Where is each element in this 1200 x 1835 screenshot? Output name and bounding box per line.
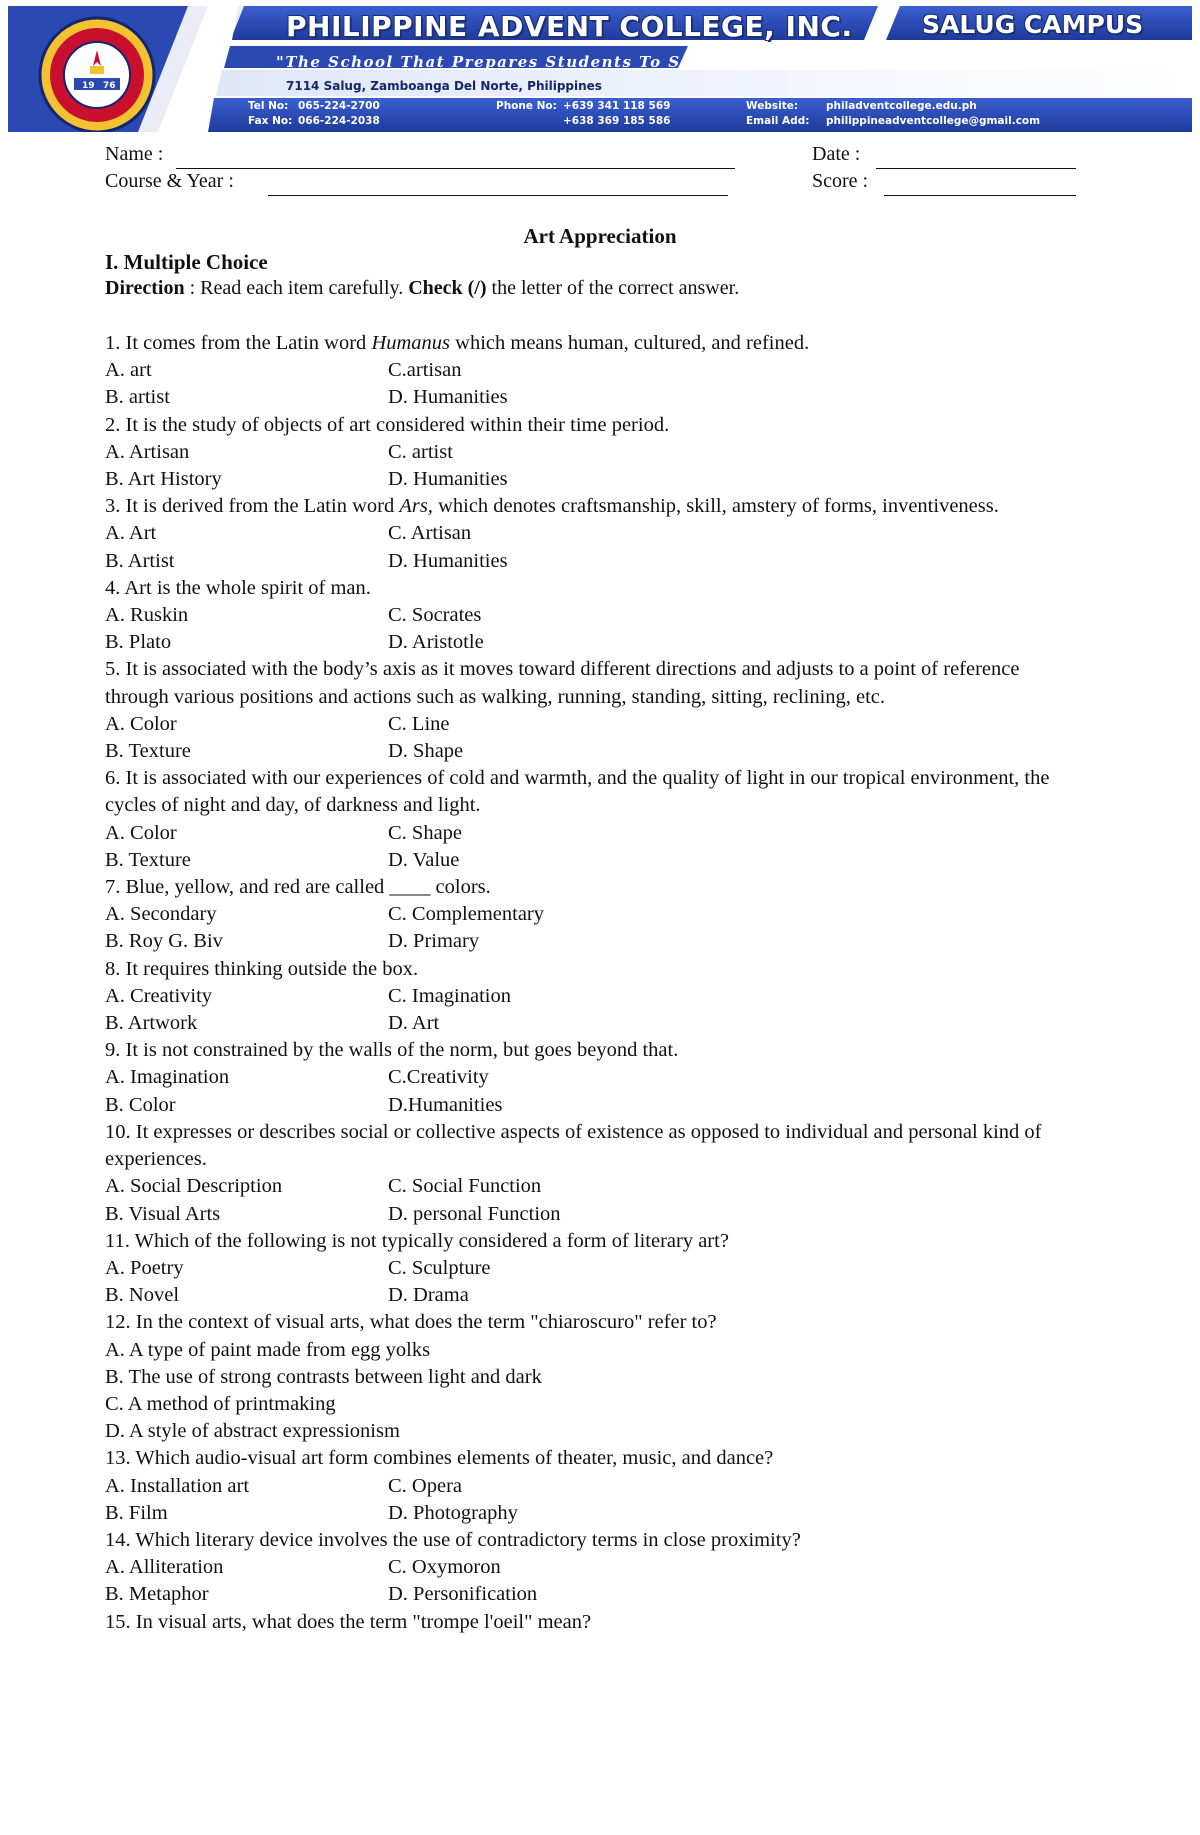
question-7 (105, 874, 1075, 956)
question-10 (105, 1119, 1075, 1228)
direction-text-2: the letter of the correct answer. (486, 277, 740, 299)
fax-value: 066-224-2038 (298, 115, 380, 127)
option[interactable]: B. Art History (105, 468, 222, 491)
option[interactable]: D. Humanities (388, 386, 508, 409)
option[interactable]: B. Texture (105, 848, 191, 871)
direction-bold: Check (/) (408, 277, 487, 299)
document-title: Art Appreciation (523, 224, 677, 248)
option[interactable]: A. Ruskin (105, 604, 189, 627)
direction-label: Direction (105, 277, 185, 299)
tel-label: Tel No: (248, 100, 289, 112)
course-year-label: Course & Year : (105, 170, 234, 192)
option[interactable]: B. Film (105, 1501, 168, 1524)
option[interactable]: D. Photography (388, 1501, 518, 1524)
website-label: Website: (746, 100, 799, 112)
option[interactable]: B. Visual Arts (105, 1202, 221, 1225)
option[interactable]: A. A type of paint made from egg yolks (105, 1338, 431, 1361)
option[interactable]: C. Sculpture (388, 1256, 491, 1279)
direction-text (105, 277, 739, 300)
tel-value: 065-224-2700 (298, 100, 380, 112)
question-text: 7. Blue, yellow, and red are called ____ colors. (105, 876, 491, 899)
logo-year-left: 19 (82, 81, 95, 91)
option[interactable]: A. Alliteration (105, 1556, 224, 1579)
question-2 (105, 412, 1075, 494)
direction-text-1: : Read each item carefully. (184, 277, 409, 299)
phone-label: Phone No: (496, 100, 557, 112)
date-label: Date : (812, 143, 861, 165)
option[interactable]: D. personal Function (388, 1202, 561, 1225)
question-8 (105, 956, 1075, 1038)
option[interactable]: A. Color (105, 712, 177, 735)
option[interactable]: D.Humanities (388, 1093, 503, 1116)
question-12 (105, 1309, 1075, 1445)
question-text (105, 330, 1075, 357)
question-text-italic: Humanus (371, 332, 451, 354)
section-heading: I. Multiple Choice (105, 250, 268, 274)
option[interactable]: A. art (105, 359, 152, 382)
question-text: 9. It is not constrained by the walls of the norm, but goes beyond that. (105, 1039, 679, 1062)
option[interactable]: B. Artwork (105, 1012, 198, 1035)
option[interactable]: C.Creativity (388, 1066, 489, 1089)
email-label: Email Add: (746, 115, 810, 127)
question-text-part: which denotes craftsmanship, skill, amstery of forms, inventiveness. (432, 495, 999, 518)
phone-value-2: +638 369 185 586 (563, 115, 671, 127)
question-14 (105, 1527, 1075, 1609)
option[interactable]: B. Artist (105, 549, 175, 572)
question-6 (105, 765, 1075, 874)
option[interactable]: B. Plato (105, 631, 172, 654)
option[interactable]: D. Drama (388, 1284, 469, 1307)
option[interactable]: D. Art (388, 1012, 440, 1035)
name-label: Name : (105, 143, 164, 165)
question-text: 2. It is the study of objects of art considered within their time period. (105, 413, 670, 436)
option[interactable]: B. Texture (105, 740, 191, 763)
option[interactable]: B. Roy G. Biv (105, 930, 223, 953)
option[interactable]: B. Color (105, 1093, 176, 1116)
question-text: 15. In visual arts, what does the term "trompe l'oeil" mean? (105, 1610, 592, 1633)
option[interactable]: B. The use of strong contrasts between light and dark (105, 1365, 542, 1388)
question-13 (105, 1445, 1075, 1527)
option[interactable]: C. Shape (388, 821, 463, 844)
college-motto: "The School That Prepares Students To Serve" (276, 53, 732, 71)
option[interactable]: A. Color (105, 821, 177, 844)
option[interactable]: D. Shape (388, 740, 464, 763)
option[interactable]: C. Artisan (388, 522, 472, 545)
fax-label: Fax No: (248, 115, 293, 127)
college-seal-logo (38, 16, 156, 132)
college-name: PHILIPPINE ADVENT COLLEGE, INC. (286, 10, 853, 43)
option[interactable]: B. Metaphor (105, 1583, 209, 1606)
campus-name: SALUG CAMPUS (922, 10, 1144, 39)
question-3 (105, 493, 1075, 575)
option[interactable]: A. Social Description (105, 1175, 283, 1198)
option[interactable]: B. artist (105, 386, 170, 409)
option[interactable]: A. Artisan (105, 440, 190, 463)
option[interactable]: C. Imagination (388, 984, 511, 1007)
question-11 (105, 1228, 1075, 1310)
question-list (105, 330, 1075, 1636)
option[interactable]: C. Line (388, 712, 450, 735)
option[interactable]: A. Secondary (105, 903, 217, 926)
logo-year-right: 76 (103, 81, 116, 91)
website-value: philadventcollege.edu.ph (826, 100, 977, 112)
question-text: 5. It is associated with the body’s axis as it moves toward different directions and adjusts to a point of reference through various positions and actions such as walking, running, standing, sitting, reclining, etc. (105, 658, 1020, 708)
question-text-italic: Ars, (399, 495, 433, 518)
option[interactable]: D. Value (388, 848, 460, 871)
name-field[interactable] (176, 168, 735, 169)
option[interactable]: D. Humanities (388, 468, 508, 491)
college-address: 7114 Salug, Zamboanga Del Norte, Philippines (286, 79, 602, 93)
option[interactable]: C. Complementary (388, 903, 545, 926)
option[interactable]: D. Aristotle (388, 631, 484, 654)
question-text-part: 3. It is derived from the Latin word (105, 495, 400, 518)
question-1 (105, 330, 1075, 412)
email-value: philippineadventcollege@gmail.com (826, 115, 1041, 127)
score-label: Score : (812, 170, 869, 192)
phone-value-1: +639 341 118 569 (563, 100, 671, 112)
option[interactable]: C. artist (388, 440, 453, 463)
question-text: 6. It is associated with our experiences of cold and warmth, and the quality of light in our tropical environment, the cycles of night and day, of darkness and light. (105, 767, 1050, 817)
question-5 (105, 656, 1075, 765)
letterhead-banner (8, 6, 1192, 132)
question-text: 11. Which of the following is not typically considered a form of literary art? (105, 1229, 729, 1252)
option[interactable]: A. Installation art (105, 1474, 250, 1497)
question-4 (105, 575, 1075, 657)
option[interactable]: A. Art (105, 522, 157, 545)
option[interactable]: A. Imagination (105, 1066, 230, 1089)
option[interactable]: C. Socrates (388, 604, 482, 627)
question-text: 13. Which audio-visual art form combines elements of theater, music, and dance? (105, 1447, 774, 1470)
score-field[interactable] (884, 195, 1076, 196)
question-text: 4. Art is the whole spirit of man. (105, 576, 371, 599)
question-text: 14. Which literary device involves the use of contradictory terms in close proximity? (105, 1528, 801, 1551)
option[interactable]: C. Social Function (388, 1175, 542, 1198)
question-text (105, 493, 1075, 520)
course-year-field[interactable] (268, 195, 728, 196)
option[interactable]: D. Primary (388, 930, 480, 953)
option[interactable]: D. Humanities (388, 549, 508, 572)
option[interactable]: B. Novel (105, 1284, 180, 1307)
option[interactable]: A. Poetry (105, 1256, 184, 1279)
option[interactable]: C. Opera (388, 1474, 463, 1497)
question-9 (105, 1037, 1075, 1119)
question-text: 10. It expresses or describes social or collective aspects of existence as opposed to individual and personal kind of experiences. (105, 1120, 1042, 1171)
option[interactable]: D. Personification (388, 1583, 538, 1606)
option[interactable]: D. A style of abstract expressionism (105, 1420, 400, 1443)
question-text: 8. It requires thinking outside the box. (105, 957, 419, 980)
question-text-part: 1. It comes from the Latin word (105, 332, 372, 354)
option[interactable]: C. A method of printmaking (105, 1392, 336, 1415)
option[interactable]: C.artisan (388, 359, 462, 382)
question-15 (105, 1609, 1075, 1636)
question-text-part: which means human, cultured, and refined. (450, 332, 810, 354)
option[interactable]: A. Creativity (105, 984, 213, 1007)
date-field[interactable] (876, 168, 1076, 169)
option[interactable]: C. Oxymoron (388, 1556, 501, 1579)
question-text: 12. In the context of visual arts, what does the term "chiaroscuro" refer to? (105, 1311, 717, 1334)
